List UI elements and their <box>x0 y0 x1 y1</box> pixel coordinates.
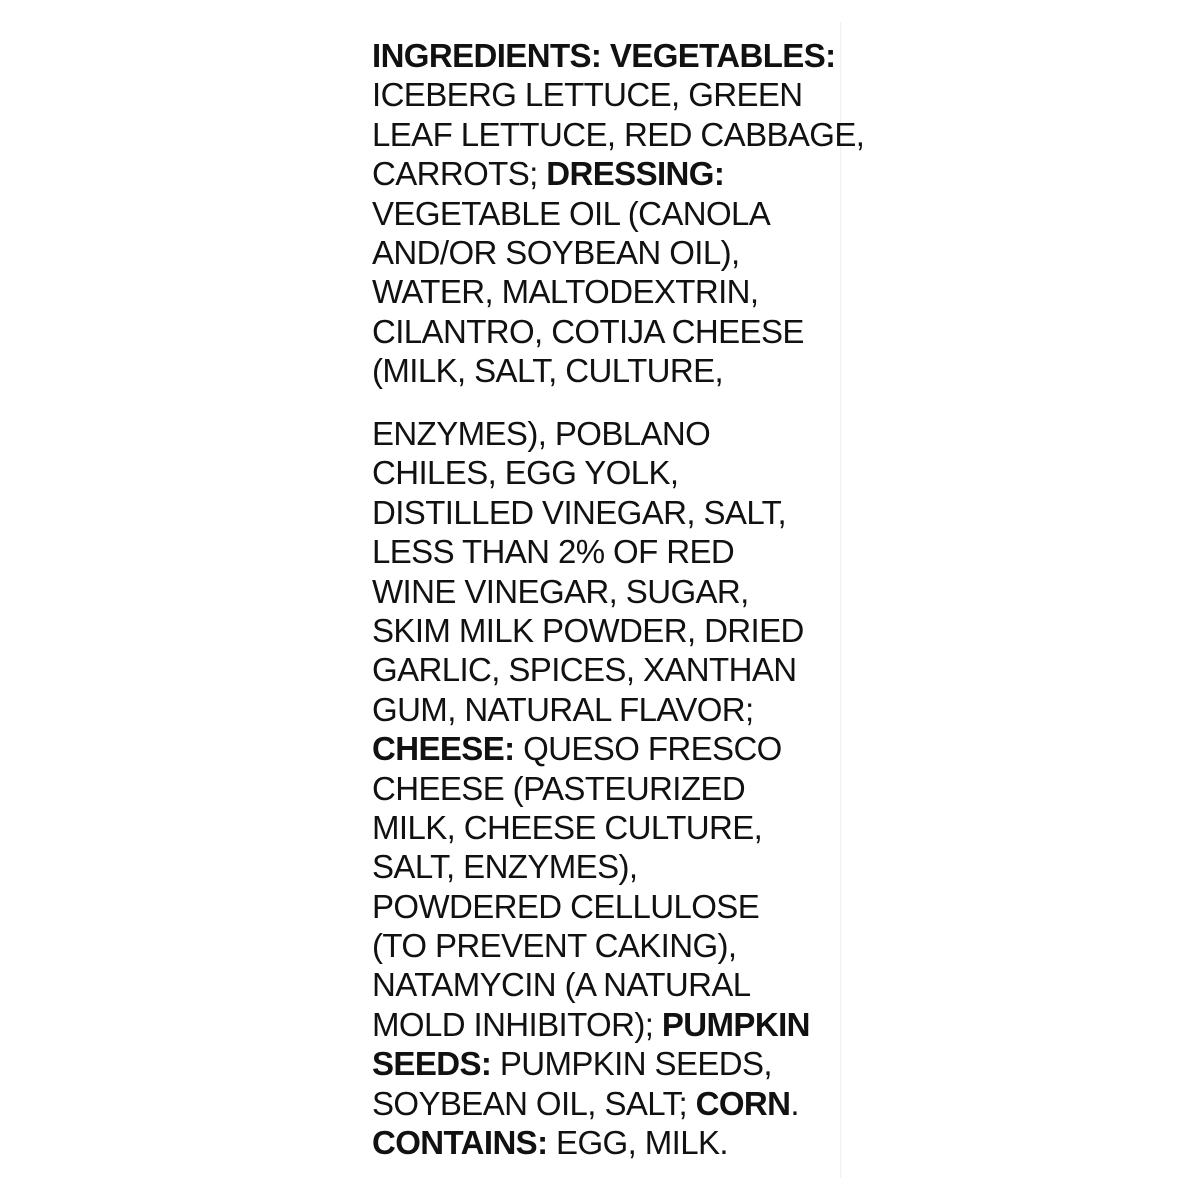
label-line: CILANTRO, COTIJA CHEESE <box>372 312 804 350</box>
label-line <box>372 154 864 193</box>
label-line: GUM, NATURAL FLAVOR; <box>372 690 754 728</box>
label-text: QUESO FRESCO <box>514 730 782 768</box>
heading-pumpkin: PUMPKIN <box>661 1005 810 1043</box>
ingredients-text-block <box>372 36 864 391</box>
label-line <box>372 1044 810 1083</box>
heading-contains: CONTAINS: <box>372 1124 548 1162</box>
heading-cheese: CHEESE: <box>372 730 515 768</box>
label-line: SALT, ENZYMES), <box>372 848 638 886</box>
label-text: PUMPKIN SEEDS, <box>491 1045 772 1083</box>
label-line <box>372 729 810 768</box>
label-text: . <box>790 1084 799 1122</box>
heading-seeds: SEEDS: <box>372 1045 492 1083</box>
heading-dressing: DRESSING: <box>546 155 725 193</box>
label-line: CHEESE (PASTEURIZED <box>372 769 746 807</box>
ingredients-label <box>362 22 865 1178</box>
label-line <box>372 1123 810 1162</box>
label-line <box>372 36 864 75</box>
label-line: ENZYMES), POBLANO <box>372 415 711 452</box>
label-line: VEGETABLE OIL (CANOLA <box>372 194 771 232</box>
label-line: SKIM MILK POWDER, DRIED <box>372 611 804 649</box>
heading-ingredients-vegetables: INGREDIENTS: VEGETABLES: <box>372 37 836 74</box>
label-line: LESS THAN 2% OF RED <box>372 533 735 571</box>
label-line: WATER, MALTODEXTRIN, <box>372 273 759 311</box>
label-line: POWDERED CELLULOSE <box>372 887 760 925</box>
label-line <box>372 1005 810 1044</box>
label-line: CHILES, EGG YOLK, <box>372 454 679 492</box>
label-line: WINE VINEGAR, SUGAR, <box>372 572 749 610</box>
label-text: EGG, MILK. <box>547 1124 728 1162</box>
label-text: CARROTS; <box>372 155 547 193</box>
heading-corn: CORN <box>695 1084 791 1122</box>
label-line: GARLIC, SPICES, XANTHAN <box>372 651 797 689</box>
label-line: (TO PREVENT CAKING), <box>372 927 737 965</box>
label-line: (MILK, SALT, CULTURE, <box>372 352 724 390</box>
label-line: NATAMYCIN (A NATURAL <box>372 966 751 1004</box>
label-line <box>372 1084 810 1123</box>
label-line: AND/OR SOYBEAN OIL), <box>372 233 740 271</box>
label-line: DISTILLED VINEGAR, SALT, <box>372 493 787 531</box>
label-line: ICEBERG LETTUCE, GREEN <box>372 76 803 114</box>
label-line: LEAF LETTUCE, RED CABBAGE, <box>372 115 865 153</box>
label-text: SOYBEAN OIL, SALT; <box>372 1084 696 1122</box>
label-line: MILK, CHEESE CULTURE, <box>372 808 763 846</box>
ingredients-text-block-continued <box>372 414 810 1162</box>
label-text: MOLD INHIBITOR); <box>372 1005 662 1043</box>
